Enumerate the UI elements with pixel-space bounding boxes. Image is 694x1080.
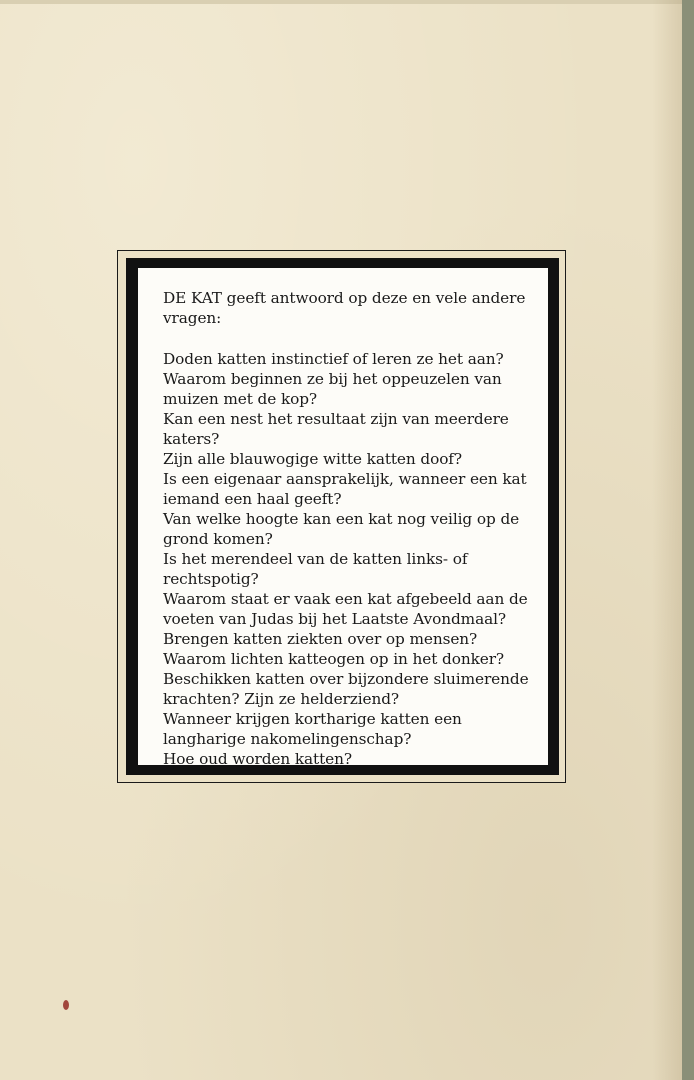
question-line: muizen met de kop? [163, 390, 318, 408]
question-line: Beschikken katten over bijzondere sluimerende [163, 670, 529, 688]
question-line: Waarom beginnen ze bij het oppeuzelen van [163, 370, 502, 388]
question-line: Is het merendeel van de katten links- of [163, 550, 468, 568]
intro-line: vragen: [163, 309, 222, 327]
question-line: Kan een nest het resultaat zijn van meerdere [163, 410, 509, 428]
question-line: Hoe oud worden katten? [163, 750, 352, 768]
cover-right-edge [652, 0, 682, 1080]
question-line: Brengen katten ziekten over op mensen? [163, 630, 478, 648]
blurb-text [163, 288, 543, 769]
question-line: Waarom staat er vaak een kat afgebeeld aan de [163, 590, 528, 608]
question-line: Is een eigenaar aansprakelijk, wanneer een kat [163, 470, 527, 488]
question-line: iemand een haal geeft? [163, 490, 342, 508]
question-line: Van welke hoogte kan een kat nog veilig op de [163, 510, 520, 528]
question-line: voeten van Judas bij het Laatste Avondmaal? [163, 610, 507, 628]
question-line: langharige nakomelingenschap? [163, 730, 412, 748]
question-line: Zijn alle blauwogige witte katten doof? [163, 450, 462, 468]
intro-line: DE KAT geeft antwoord op deze en vele andere [163, 289, 526, 307]
paragraph-gap [163, 328, 543, 349]
question-line: Waarom lichten katteogen op in het donker? [163, 650, 505, 668]
stain-spot [63, 1000, 69, 1010]
question-line: rechtspotig? [163, 570, 259, 588]
question-line: grond komen? [163, 530, 273, 548]
question-line: Doden katten instinctief of leren ze het aan? [163, 350, 504, 368]
question-line: katers? [163, 430, 220, 448]
question-line: krachten? Zijn ze helderziend? [163, 690, 399, 708]
question-line: Wanneer krijgen kortharige katten een [163, 710, 462, 728]
cover-top-edge [0, 0, 682, 4]
